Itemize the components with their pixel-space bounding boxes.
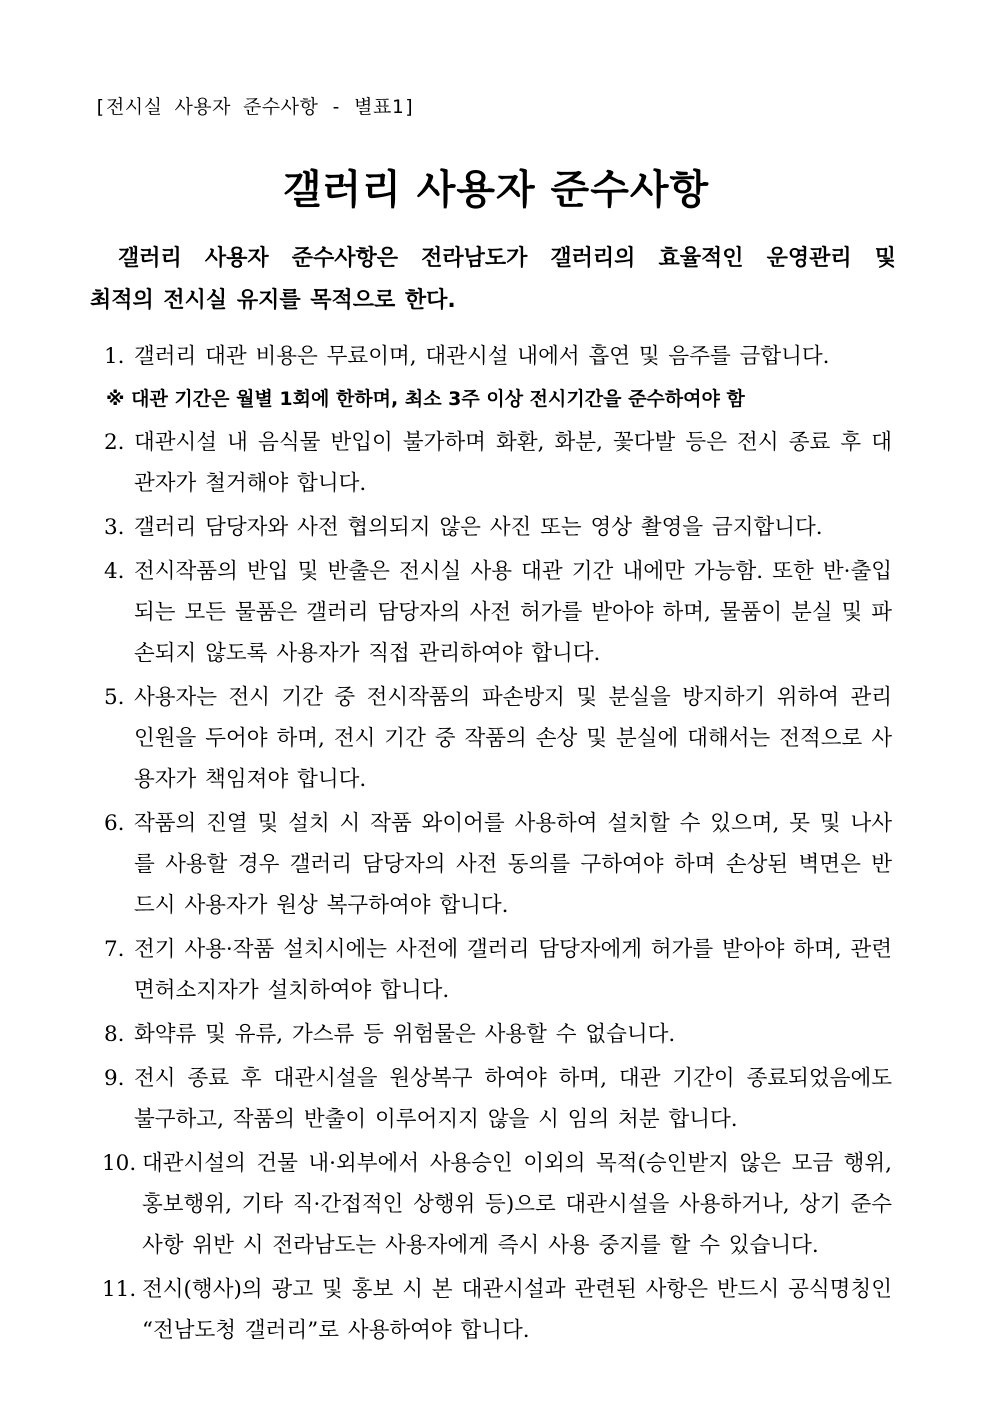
rule-text: 전기 사용·작품 설치시에는 사전에 갤러리 담당자에게 허가를 받아야 하며, 관련 면허소지자가 설치하여야 합니다. <box>134 937 892 1003</box>
rule-number: 1. <box>104 344 125 369</box>
rule-item-11 <box>98 1269 892 1351</box>
rule-number: 6. <box>104 811 125 836</box>
rule-number: 10. <box>102 1151 137 1176</box>
rule-item-2 <box>98 422 892 504</box>
rule-item-6 <box>98 803 892 926</box>
rule-number: 11. <box>102 1277 137 1302</box>
rule-text: 전시작품의 반입 및 반출은 전시실 사용 대관 기간 내에만 가능함. 또한 반·출입되는 모든 물품은 갤러리 담당자의 사전 허가를 받아야 하며, 물품이 분실 및 파손되지 않도록 사용자가 직접 관리하여야 합니다. <box>134 559 892 666</box>
rule-number: 7. <box>104 937 125 962</box>
rule-item-5 <box>98 677 892 800</box>
rule-text: 화약류 및 유류, 가스류 등 위험물은 사용할 수 없습니다. <box>134 1022 676 1047</box>
rule-text: 작품의 진열 및 설치 시 작품 와이어를 사용하여 설치할 수 있으며, 못 및 나사를 사용할 경우 갤러리 담당자의 사전 동의를 구하여야 하며 손상된 벽면은 반드시 사용자가 원상 복구하여야 합니다. <box>134 811 892 918</box>
rule-text: 대관시설의 건물 내·외부에서 사용승인 이외의 목적(승인받지 않은 모금 행위, 홍보행위, 기타 직·간접적인 상행위 등)으로 대관시설을 사용하거나, 상기 준수사항 위반 시 전라남도는 사용자에게 즉시 사용 중지를 할 수 있습니다. <box>142 1151 892 1258</box>
rule-number: 4. <box>104 559 125 584</box>
rule-item-8 <box>98 1014 892 1055</box>
appendix-tag: [전시실 사용자 준수사항 - 별표1] <box>94 96 416 118</box>
page-title: 갤러리 사용자 준수사항 <box>282 167 710 213</box>
rule-number: 8. <box>104 1022 125 1047</box>
rule-item-9 <box>98 1058 892 1140</box>
rule-number: 2. <box>104 430 125 455</box>
rule-text: 전시(행사)의 광고 및 홍보 시 본 대관시설과 관련된 사항은 반드시 공식명칭인 “전남도청 갤러리”로 사용하여야 합니다. <box>142 1277 892 1343</box>
intro-line-1: 갤러리 사용자 준수사항은 전라남도가 갤러리의 효율적인 운영관리 및 <box>118 246 896 271</box>
rule-text: 대관시설 내 음식물 반입이 불가하며 화환, 화분, 꽃다발 등은 전시 종료 후 대관자가 철거해야 합니다. <box>134 430 892 496</box>
rule-item-10 <box>98 1143 892 1266</box>
rule-number: 3. <box>104 515 125 540</box>
rule-number: 5. <box>104 685 125 710</box>
intro-line-2: 최적의 전시실 유지를 목적으로 한다. <box>90 288 456 313</box>
rules-list <box>98 336 892 1354</box>
intro-paragraph <box>90 238 896 322</box>
rule-item-4 <box>98 551 892 674</box>
rule-item-7 <box>98 929 892 1011</box>
rule-text: 갤러리 대관 비용은 무료이며, 대관시설 내에서 흡연 및 음주를 금합니다. <box>134 344 830 369</box>
rule-item-1 <box>98 336 892 377</box>
rule-text: 갤러리 담당자와 사전 협의되지 않은 사진 또는 영상 촬영을 금지합니다. <box>134 515 823 540</box>
rule-text: 전시 종료 후 대관시설을 원상복구 하여야 하며, 대관 기간이 종료되었음에도 불구하고, 작품의 반출이 이루어지지 않을 시 임의 처분 합니다. <box>134 1066 892 1132</box>
rental-period-note: ※ 대관 기간은 월별 1회에 한하며, 최소 3주 이상 전시기간을 준수하여야 함 <box>106 388 745 410</box>
rule-text: 사용자는 전시 기간 중 전시작품의 파손방지 및 분실을 방지하기 위하여 관리 인원을 두어야 하며, 전시 기간 중 작품의 손상 및 분실에 대해서는 전적으로 사용자가 책임져야 합니다. <box>134 685 892 792</box>
rule-item-3 <box>98 507 892 548</box>
rule-number: 9. <box>104 1066 125 1091</box>
